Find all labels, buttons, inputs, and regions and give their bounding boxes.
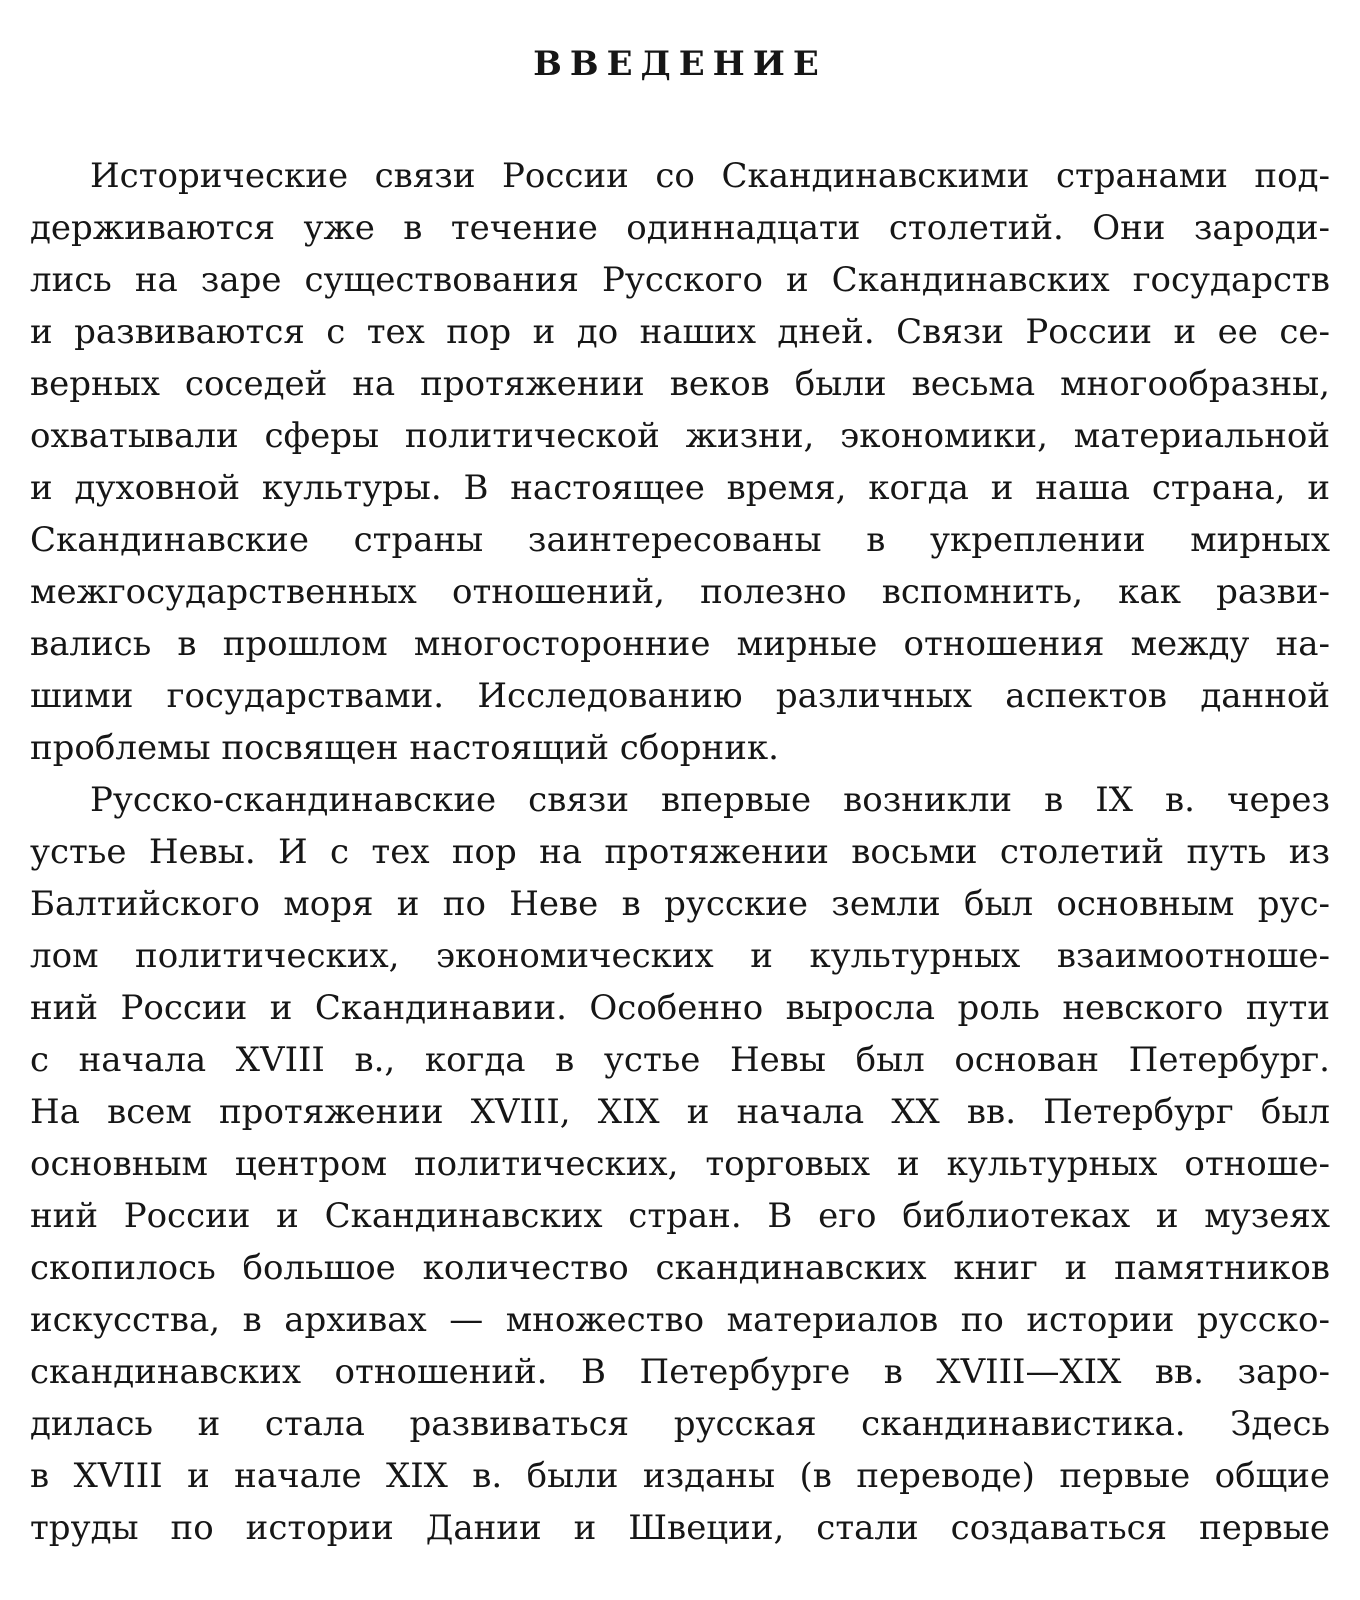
text-line: искусства, в архивах — множество материалов по истории русско-: [30, 1300, 1330, 1340]
text-line: скандинавских отношений. В Петербурге в XVIII—XIX вв. заро-: [30, 1352, 1330, 1392]
text-line: скопилось большое количество скандинавских книг и памятников: [30, 1248, 1330, 1288]
text-line: шими государствами. Исследованию различных аспектов данной: [30, 676, 1330, 716]
text-line: и духовной культуры. В настоящее время, когда и наша страна, и: [30, 468, 1330, 508]
text-line: лом политических, экономических и культурных взаимоотноше-: [30, 936, 1330, 976]
text-line: Балтийского моря и по Неве в русские земли был основным рус-: [30, 884, 1330, 924]
text-line: и развиваются с тех пор и до наших дней. Связи России и ее се-: [30, 312, 1330, 352]
text-line: охватывали сферы политической жизни, экономики, материальной: [30, 416, 1330, 456]
text-line: лись на заре существования Русского и Скандинавских государств: [30, 260, 1330, 300]
text-line: ний России и Скандинавии. Особенно выросла роль невского пути: [30, 988, 1330, 1028]
text-line: труды по истории Дании и Швеции, стали создаваться первые: [30, 1508, 1330, 1548]
text-line: дилась и стала развиваться русская скандинавистика. Здесь: [30, 1404, 1330, 1444]
text-line: вались в прошлом многосторонние мирные отношения между на-: [30, 624, 1330, 664]
text-line: проблемы посвящен настоящий сборник.: [30, 728, 779, 768]
text-line: межгосударственных отношений, полезно вспомнить, как разви-: [30, 572, 1330, 612]
text-line: верных соседей на протяжении веков были весьма многообразны,: [30, 364, 1330, 404]
text-line: На всем протяжении XVIII, XIX и начала XX вв. Петербург был: [30, 1092, 1330, 1132]
text-line: с начала XVIII в., когда в устье Невы был основан Петербург.: [30, 1040, 1330, 1080]
text-line: Скандинавские страны заинтересованы в укреплении мирных: [30, 520, 1330, 560]
text-line: ний России и Скандинавских стран. В его библиотеках и музеях: [30, 1196, 1330, 1236]
body-text: [30, 150, 1330, 1554]
text-line: основным центром политических, торговых и культурных отноше-: [30, 1144, 1330, 1184]
text-line: устье Невы. И с тех пор на протяжении восьми столетий путь из: [30, 832, 1330, 872]
text-line: Русско-скандинавские связи впервые возникли в IX в. через: [90, 780, 1330, 820]
text-line: в XVIII и начале XIX в. были изданы (в переводе) первые общие: [30, 1456, 1330, 1496]
text-line: Исторические связи России со Скандинавскими странами под-: [90, 156, 1330, 196]
page-title: ВВЕДЕНИЕ: [533, 44, 827, 84]
text-line: держиваются уже в течение одиннадцати столетий. Они зароди-: [30, 208, 1330, 248]
